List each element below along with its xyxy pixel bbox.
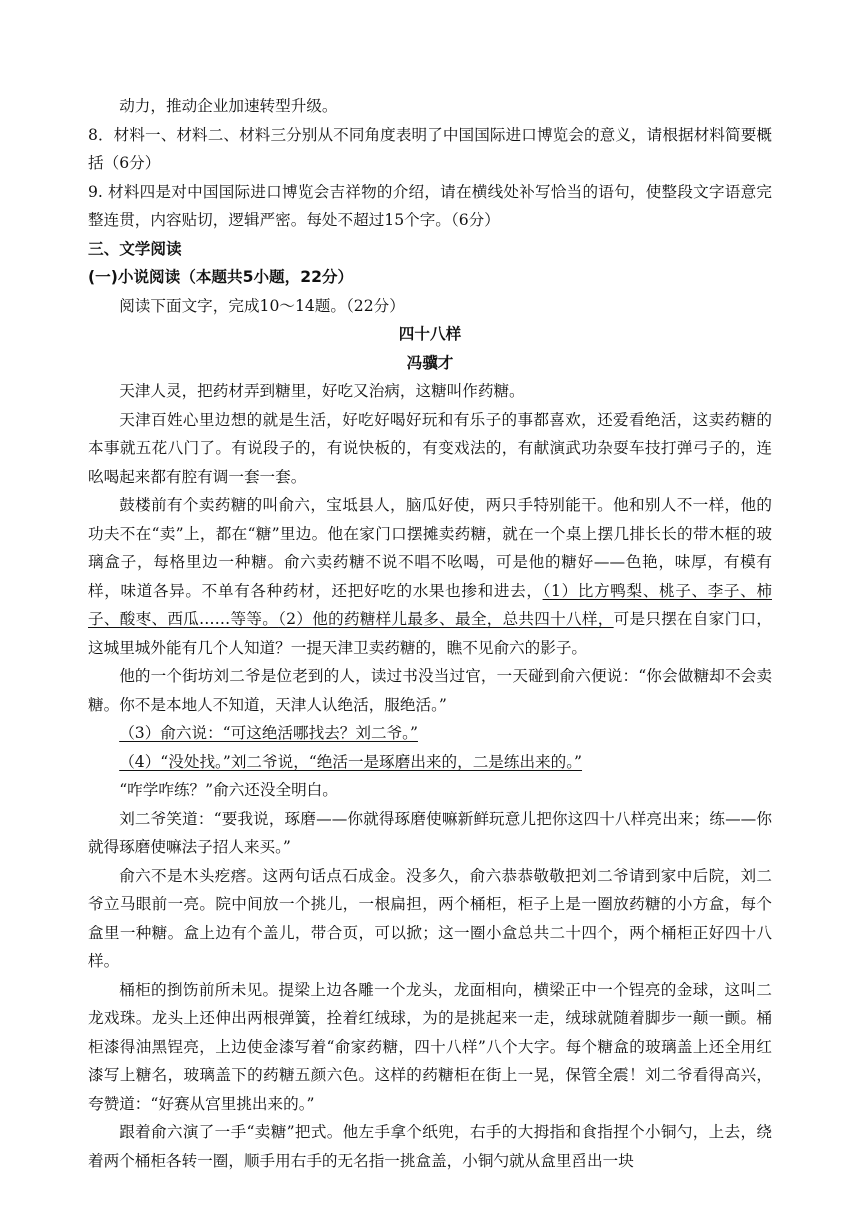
paragraph-6	[88, 748, 772, 777]
paragraph-5	[88, 719, 772, 748]
story-title: 四十八样	[398, 325, 462, 343]
paragraph-4: 他的一个街坊刘二爷是位老到的人，读过书没当过官，一天碰到俞六便说：“你会做糖却不会卖糖。你不是本地人不知道，天津人认绝活，服绝活。”	[88, 667, 772, 714]
subsection-heading: (一)小说阅读（本题共5小题，22分）	[88, 268, 354, 286]
reading-instruction: 阅读下面文字，完成10～14题。（22分）	[119, 296, 405, 315]
paragraph-11: 跟着俞六演了一手“卖糖”把式。他左手拿个纸兜，右手的大拇指和食指捏个小铜勺，上去，绕着两个桶柜各转一圈，顺手用右手的无名指一挑盒盖，小铜勺就从盒里舀出一块	[88, 1123, 772, 1170]
paragraph-3-text-a: 鼓楼前有个卖药糖的叫俞六，宝坻县人，脑瓜好使，两只手特别能干。他和别人不一样，他的功夫不在“卖”上，都在“糖”里边。他在家门口摆摊卖药糖，就在一个桌上摆几排长长的带木框的玻璃盒子，每格里边一种糖。俞六卖药糖不说不唱不吆喝，可是他的糖好——色艳，味厚，有模有样，味道各异。不单有各种药材，还把好吃的水果也掺和进去，	[88, 496, 772, 600]
paragraph-8: 刘二爷笑道：“要我说，琢磨——你就得琢磨使嘛新鲜玩意儿把你这四十八样亮出来；练——你就得琢磨使嘛法子招人来买。”	[88, 809, 772, 856]
question-9: 9. 材料四是对中国国际进口博览会吉祥物的介绍，请在横线处补写恰当的语句，使整段文字语意完整连贯，内容贴切，逻辑严密。每处不超过15个字。（6分）	[88, 182, 772, 229]
underlined-sentence-2: （2）他的药糖样儿最多、最全，总共四十八样，	[278, 610, 614, 628]
text-line-continuation: 动力，推动企业加速转型升级。	[119, 97, 338, 115]
underlined-sentence-4: （4）“没处找。”刘二爷说，“绝活一是琢磨出来的，二是练出来的。”	[119, 752, 583, 771]
paragraph-3	[88, 491, 772, 662]
underlined-sentence-3: （3）俞六说：“可这绝活哪找去？刘二爷。”	[119, 724, 418, 742]
story-author: 冯骥才	[406, 353, 454, 372]
section-heading: 三、文学阅读	[88, 239, 182, 258]
paragraph-10: 桶柜的捯饬前所未见。提梁上边各雕一个龙头，龙面相向，横梁正中一个锃亮的金球，这叫二龙戏珠。龙头上还伸出两根弹簧，拴着红绒球，为的是挑起来一走，绒球就随着脚步一颠一颤。桶柜漆得油黑锃亮，上边使金漆写着“俞家药糖，四十八样”八个大字。每个糖盒的玻璃盖上还全用红漆写上糖名，玻璃盖下的药糖五颜六色。这样的药糖柜在街上一晃，保管全震！刘二爷看得高兴，夸赞道：“好赛从宫里挑出来的。”	[88, 980, 772, 1113]
paragraph-1: 天津人灵，把药材弄到糖里，好吃又治病，这糖叫作药糖。	[119, 382, 525, 400]
underlined-sentence-1: （1）比方鸭梨、桃子、李子、柿子、酸枣、西瓜……等等。	[88, 581, 772, 628]
paragraph-7: “咋学咋练？”俞六还没全明白。	[119, 781, 338, 799]
question-8: 8．材料一、材料二、材料三分别从不同角度表明了中国国际进口博览会的意义，请根据材料简要概括（6分）	[88, 125, 772, 172]
paragraph-3-text-b: 可是只摆在自家门口，这城里城外能有几个人知道？一提天津卫卖药糖的，瞧不见俞六的影子。	[88, 610, 772, 657]
document-page	[88, 92, 772, 1175]
paragraph-9: 俞六不是木头疙瘩。这两句话点石成金。没多久，俞六恭恭敬敬把刘二爷请到家中后院，刘二爷立马眼前一亮。院中间放一个挑儿，一根扁担，两个桶柜，柜子上是一圈放药糖的小方盒，每个盒里一种糖。盒上边有个盖儿，带合页，可以掀；这一圈小盒总共二十四个，两个桶柜正好四十八样。	[88, 866, 772, 970]
paragraph-2: 天津百姓心里边想的就是生活，好吃好喝好玩和有乐子的事都喜欢，还爱看绝活，这卖药糖的本事就五花八门了。有说段子的，有说快板的，有变戏法的，有献演武功杂耍车技打弹弓子的，连吆喝起来都有腔有调一套一套。	[88, 410, 772, 486]
